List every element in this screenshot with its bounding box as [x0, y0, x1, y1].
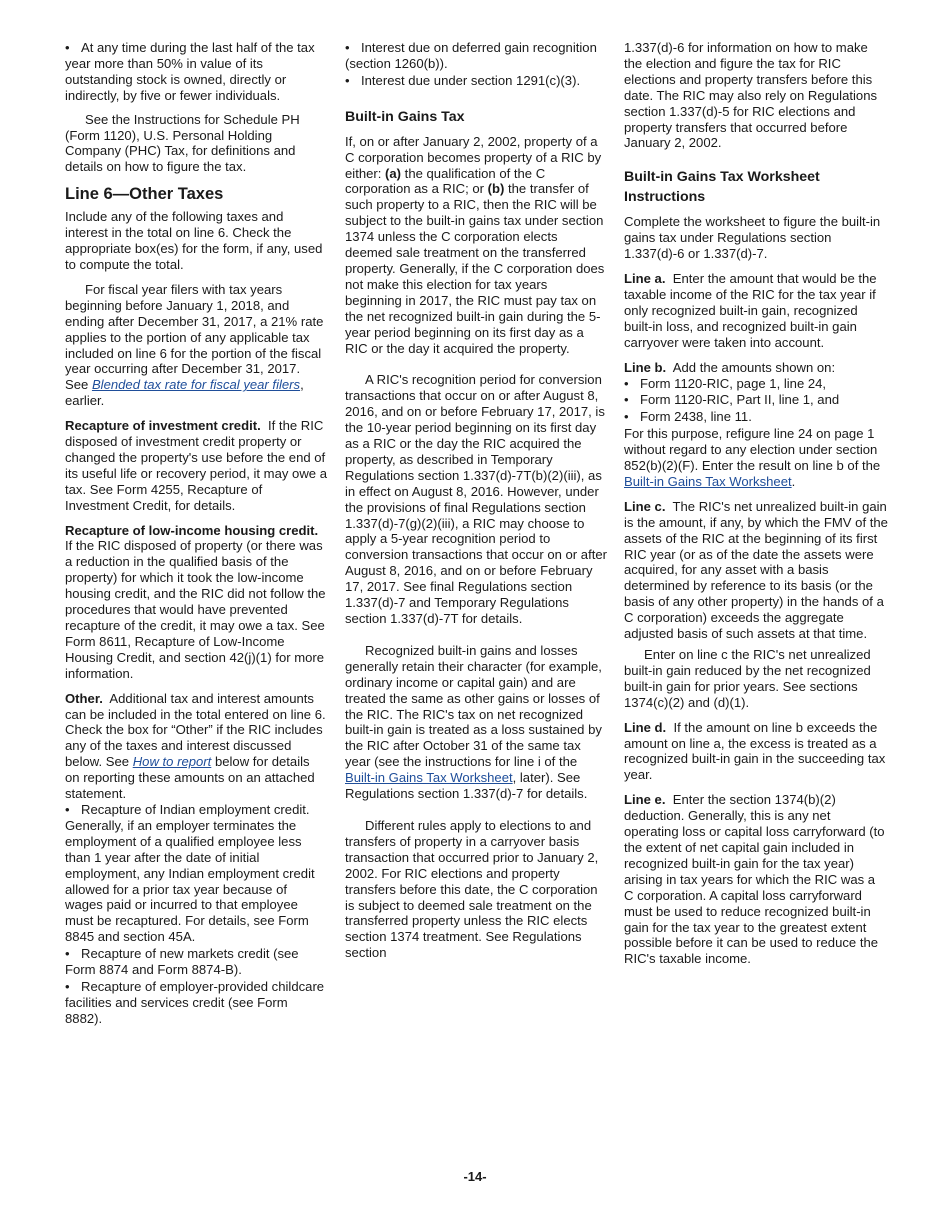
continued-para: 1.337(d)-6 for information on how to make the election and figure the tax for RIC elections and property transfers before this date. The RIC may also rely on Regulations section 1.337(d)-5 for RIC elections and property transfers that occurred before January 2, 2002.: [624, 40, 878, 151]
bullet-icon: •: [345, 40, 350, 55]
line-b-label: Line b.: [624, 359, 667, 375]
worksheet-intro: Complete the worksheet to figure the built-in gains tax under Regulations section 1.337(d)-6 or 1.337(d)-7.: [624, 214, 881, 262]
big-para-3: Recognized built-in gains and losses generally retain their character (for example, ordinary income or capital gain) and are treated the same as other gains or losses of the RIC. The RIC's tax on net recognized built-in gain is treated as a loss sustained by the RIC after October 31 of the same tax year (see the instructions for line i of the Built-in Gains Tax Worksheet, later). See Regulations section 1.337(d)-7 for details.: [345, 642, 602, 802]
line-c-label: Line c.: [624, 498, 666, 514]
see-instructions-para: See the Instructions for Schedule PH (Form 1120), U.S. Personal Holding Company (PHC) Tax, for definitions and details on how to figure the tax.: [65, 111, 300, 175]
bullet-icon: •: [345, 72, 350, 88]
other-heading: Other.: [65, 690, 103, 706]
bullet-five-or-fewer: • At any time during the last half of the tax year more than 50% in value of its outstanding stock is owned, directly or indirectly, by five or fewer individuals.: [65, 40, 315, 103]
line-b-after-para: For this purpose, refigure line 24 on page 1 without regard to any election under section 852(b)(2)(F). Enter the result on line b of the Built-in Gains Tax Worksheet.: [624, 426, 881, 489]
bullet-icon: •: [624, 392, 629, 408]
big-para-2: A RIC's recognition period for conversion transactions that occur on or after August 8, 2016, and on or before February 17, 2017, is the 10-year period beginning on its first day as a RIC or the day the RIC acquired the property, as described in Temporary Regulations section 1.337(d)-7T(b)(2)(iii), as in effect on August 8, 2016. However, under the provisions of final Regulations section 1.337(d)-7(g)(2)(iii), a RIC may choose to apply a 5-year recognition period to conversion transactions that occur on or after August 8, 2016, and on or before February 17, 2017. See final Regulations section 1.337(d)-7 and Temporary Regulations section 1.337(d)-7T for details.: [345, 372, 608, 626]
big-para-1: If, on or after January 2, 2002, property of a C corporation becomes property of a RIC by either: (a) the qualification of the C corporation as a RIC; or (b) the transfer of such property to a RIC, then the RIC will be subject to the built-in gains tax under section 1374 unless the C corporation elects deemed sale treatment on the transferred property. Generally, if the C corporation does not make this election for tax years beginning in 2017, the RIC must pay tax on the net recognized built-in gain during the 5-year period beginning on its first day as a RIC or the day it acquired the property.: [345, 133, 605, 356]
line6-heading: Line 6—Other Taxes: [65, 185, 224, 204]
line-e-para: Line e. Enter the section 1374(b)(2) deduction. Generally, this is any net operating loss or capital loss carryforward (to the extent of net capital gain included in recognized built-in gain for the tax year) arising in tax years for which the RIC was a C corporation. A capital loss carryforward must be used to reduce recognized built-in gain for the tax year to the greatest extent possible before it can be used to reduce the RIC's taxable income.: [624, 792, 885, 967]
big-para-4: Different rules apply to elections to and transfers of property in a carryover basis transaction that occurred prior to January 2, 2002. For RIC elections and property transfers before this date, the C corporation is subject to deemed sale treatment on the transferred property unless the RIC elects section 1374 treatment. See Regulations section: [345, 817, 599, 961]
line-c-para-2: Enter on line c the RIC's net unrealized built-in gain reduced by the net recognized built-in gain for prior years. See sections 1374(c)(2) and (d)(1).: [624, 647, 871, 710]
built-in-gains-worksheet-link[interactable]: Built-in Gains Tax Worksheet: [345, 770, 513, 786]
bullet-icon: •: [65, 946, 70, 962]
blended-tax-rate-link[interactable]: Blended tax rate for fiscal year filers: [91, 377, 301, 393]
list-item: • Form 1120-RIC, page 1, line 24,: [624, 375, 827, 391]
worksheet-instructions-heading: Built-in Gains Tax Worksheet Instructions: [624, 169, 820, 206]
fiscal-year-para: For fiscal year filers with tax years beginning before January 1, 2018, and ending after December 31, 2017, a 21% rate applies to the portion of any applicable tax included on line 6 for the portion of the fiscal year occurring after December 31, 2017. See Blended tax rate for fiscal year filers, earlier.: [65, 281, 324, 409]
bullet-icon: •: [65, 40, 70, 55]
other-para: Other. Additional tax and interest amounts can be included in the total entered on line 6. Check the box for “Other” if the RIC includes any of the taxes and interest discussed below. See How to report below for details on reporting these amounts on an attached statement.: [65, 690, 326, 802]
line-d-label: Line d.: [624, 719, 667, 735]
line-d-para: Line d. If the amount on line b exceeds the amount on line a, the excess is treated as a recognized built-in gain in the succeeding tax year.: [624, 719, 886, 783]
list-item: • Interest due under section 1291(c)(3).: [345, 72, 581, 88]
bullet-icon: •: [624, 409, 629, 425]
list-item: • Form 2438, line 11.: [624, 409, 752, 425]
recapture-investment-para: Recapture of investment credit. If the RIC disposed of investment credit property or changed the property's use before the end of its useful life or recovery period, it may owe a tax. See Form 4255, Recapture of Investment Credit, for details.: [65, 418, 327, 513]
line-e-label: Line e.: [624, 792, 666, 808]
bullet-icon: •: [624, 375, 629, 391]
list-item: • Recapture of Indian employment credit. Generally, if an employer terminates the employment of a qualified employee less than 1 year after the date of initial employment, any Indian employment credit allowed for a prior tax year because of wages paid or incurred to that employee must be recaptured. For details, see Form 8845 and section 45A.: [65, 801, 315, 945]
recapture-investment-heading: Recapture of investment credit.: [65, 418, 261, 434]
how-to-report-link[interactable]: How to report: [132, 754, 212, 770]
line6-intro: Include any of the following taxes and interest in the total on line 6. Check the appropriate box(es) for the form, if any, used to compute the total.: [65, 209, 323, 272]
line-a-label: Line a.: [624, 271, 666, 287]
list-item: • Recapture of new markets credit (see Form 8874 and Form 8874-B).: [65, 946, 299, 978]
bullet-icon: •: [65, 801, 70, 817]
bullet-icon: •: [65, 978, 70, 994]
list-item: • Form 1120-RIC, Part II, line 1, and: [624, 392, 840, 408]
interest-bullet-list: [345, 40, 607, 89]
line-b-para: Line b. Add the amounts shown on:: [624, 359, 836, 375]
recapture-lowincome-heading: Recapture of low-income housing credit.: [65, 522, 319, 538]
line-a-para: Line a. Enter the amount that would be the taxable income of the RIC for the tax year if only recognized built-in gain, recognized built-in loss, and recognized built-in gain carryover were taken into account.: [624, 271, 877, 350]
column-3: [624, 40, 888, 976]
list-item: • Recapture of employer-provided childcare facilities and services credit (see Form 8882).: [65, 978, 325, 1026]
line-c-para: Line c. The RIC's net unrealized built-in gain is the amount, if any, by which the FMV of the assets of the RIC at the beginning of its first RIC year (or as of the date the assets were acquired, for any asset with a basis determined by reference to its basis (or the basis of any other property) in the hands of a C corporation) exceeds the aggregate adjusted basis of such assets at that time.: [624, 498, 888, 642]
built-in-gains-worksheet-link-2[interactable]: Built-in Gains Tax Worksheet: [624, 473, 792, 489]
built-in-gains-tax-heading: Built-in Gains Tax: [345, 108, 465, 125]
column-2: [345, 40, 607, 970]
recapture-lowincome-para: Recapture of low-income housing credit. If the RIC disposed of property (or there was a reduction in the qualified basis of the property) for which it took the low-income housing credit, and the RIC did not follow the procedures that would have prevented recapture of the credit, it may owe a tax. See Form 8611, Recapture of Low-Income Housing Credit, and section 42(j)(1) for more information.: [65, 522, 326, 681]
column-1: [65, 40, 327, 1028]
page-number: -14-: [463, 1169, 487, 1184]
list-item: • Interest due on deferred gain recognition (section 1260(b)).: [345, 40, 597, 71]
